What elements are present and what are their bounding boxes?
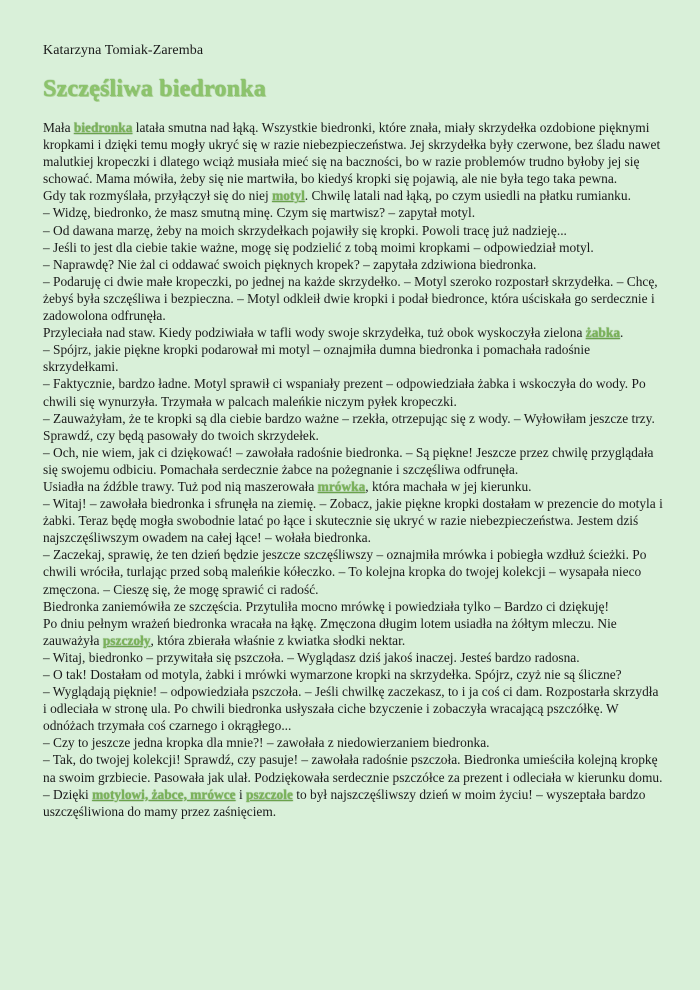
paragraph-text: Gdy tak rozmyślała, przyłączył się do niej — [43, 188, 273, 204]
story-paragraph — [43, 375, 663, 409]
paragraph-text: Mała — [43, 120, 74, 135]
story-paragraph — [43, 341, 663, 375]
highlighted-character-name: żabka — [585, 325, 621, 341]
story-paragraph — [43, 273, 663, 324]
story-paragraph — [43, 187, 663, 204]
paragraph-text: Po dniu pełnym wrażeń biedronka wracała na łąkę. Zmęczona długim lotem usiadła na żółtym mleczu. Nie zauważyła — [43, 615, 617, 648]
story-paragraph — [43, 256, 663, 273]
highlighted-character-name: pszczoły — [102, 632, 151, 648]
story-paragraph — [43, 734, 663, 751]
paragraph-text: – Czy to jeszcze jedna kropka dla mnie?! – zawołała z niedowierzaniem biedronka. — [43, 735, 490, 751]
paragraph-text: . — [620, 325, 624, 341]
paragraph-text: – Zauważyłam, że te kropki są dla ciebie bardzo ważne – rzekła, otrzepując się z wody. – Wyłowiłam jeszcze trzy. Sprawdź, czy będą pasowały do twoich skrzydełek. — [43, 410, 655, 443]
paragraph-text: , która zbierała właśnie z kwiatka słodki nektar. — [150, 632, 406, 648]
story-paragraph — [43, 324, 663, 341]
author-name: Katarzyna Tomiak-Zaremba — [43, 43, 204, 58]
paragraph-text: – Zaczekaj, sprawię, że ten dzień będzie jeszcze szczęśliwszy – oznajmiła mrówka i pobiegła wzdłuż ścieżki. Po chwili wróciła, turlając przed sobą maleńkie kółeczko. – To kolejna kropka do twojej kolekcji – wysapała nieco zmęczona. – Cieszę się, że mogę sprawić ci radość. — [43, 547, 647, 597]
story-paragraph — [43, 204, 663, 221]
paragraph-text: – Widzę, biedronko, że masz smutną minę. Czym się martwisz? – zapytał motyl. — [43, 205, 476, 221]
story-paragraph — [43, 546, 663, 597]
story-title: Szczęśliwa biedronka — [43, 76, 266, 102]
story-paragraph — [43, 444, 663, 478]
paragraph-text: – Spójrz, jakie piękne kropki podarował mi motyl – oznajmiła dumna biedronka i pomachała radośnie skrzydełkami. — [43, 342, 591, 375]
paragraph-text: Przyleciała nad staw. Kiedy podziwiała w tafli wody swoje skrzydełka, tuż obok wyskoczyła zielona — [43, 325, 586, 341]
story-paragraph — [43, 683, 663, 734]
paragraph-text: Biedronka zaniemówiła ze szczęścia. Przytuliła mocno mrówkę i powiedziała tylko – Bardzo ci dziękuję! — [43, 598, 609, 614]
story-paragraph — [43, 222, 663, 239]
paragraph-text: Usiadła na źdźble trawy. Tuż pod nią maszerowała — [43, 478, 318, 494]
highlighted-character-name: pszczole — [246, 786, 293, 802]
paragraph-text: – Naprawdę? Nie żal ci oddawać swoich pięknych kropek? – zapytała zdziwiona biedronka. — [43, 256, 537, 272]
highlighted-character-name: biedronka — [73, 120, 133, 135]
paragraph-text: – Jeśli to jest dla ciebie takie ważne, mogę się podzielić z tobą moimi kropkami – odpowiedział motyl. — [43, 239, 594, 255]
story-paragraph — [43, 786, 663, 820]
paragraph-text: – Od dawana marzę, żeby na moich skrzydełkach pojawiły się kropki. Powoli tracę już nadzieję... — [43, 222, 567, 238]
paragraph-text: – Wyglądają pięknie! – odpowiedziała pszczoła. – Jeśli chwilkę zaczekasz, to i ja coś ci dam. Rozpostarła skrzydła i odleciała w stronę ula. Po chwili biedronka usłyszała ciche bzyczenie i zobaczyła wracającą pszczółkę. W odnóżach trzymała coś czarnego i okrągłego... — [43, 684, 659, 734]
story-paragraph — [43, 751, 663, 785]
paragraph-text: – Faktycznie, bardzo ładne. Motyl sprawił ci wspaniały prezent – odpowiedziała żabka i wskoczyła do wody. Po chwili się wynurzyła. Trzymała w palcach maleńkie niczym pyłek kropeczki. — [43, 376, 646, 409]
story-paragraph — [43, 495, 663, 546]
story-paragraph — [43, 410, 663, 444]
paragraph-text: to był najszczęśliwszy dzień w moim życiu! – wyszeptała bardzo uszczęśliwiona do mamy przez zaśnięciem. — [43, 786, 646, 819]
paragraph-text: – Witaj, biedronko – przywitała się pszczoła. – Wyglądasz dziś jakoś inaczej. Jesteś bardzo radosna. — [43, 649, 580, 665]
paragraph-text: , która machała w jej kierunku. — [365, 478, 532, 494]
story-paragraph — [43, 615, 663, 649]
story-paragraph — [43, 478, 663, 495]
paragraph-text: latała smutna nad łąką. Wszystkie biedronki, które znała, miały skrzydełka ozdobione pięknymi kropkami i dzięki temu mogły ukryć się w razie niebezpieczeństwa. Jej skrzydełka były czerwone, bez śladu nawet malutkiej kropeczki i dlatego wciąż musiała mieć się na baczności, bo w razie problemów trudno byłoby jej się schować. Mama mówiła, żeby się nie martwiła, bo kiedyś kropki się pojawią, ale nie była tego taka pewna. — [43, 120, 661, 187]
paragraph-text: – Och, nie wiem, jak ci dziękować! – zawołała radośnie biedronka. – Są piękne! Jeszcze przez chwilę przyglądała się swojemu odbiciu. Pomachała serdecznie żabce na pożegnanie i szczęśliwa odfrunęła. — [43, 444, 654, 477]
highlighted-character-name: motyl — [272, 188, 305, 204]
highlighted-character-name: motylowi, żabce, mrówce — [92, 786, 236, 802]
paragraph-text: – O tak! Dostałam od motyla, żabki i mrówki wymarzone kropki na skrzydełka. Spójrz, czyż nie są śliczne? — [43, 667, 622, 682]
paragraph-text: i — [235, 786, 247, 802]
highlighted-character-name: mrówka — [317, 478, 366, 494]
paragraph-text: – Dzięki — [43, 786, 93, 802]
paragraph-text: – Tak, do twojej kolekcji! Sprawdź, czy pasuje! – zawołała radośnie pszczoła. Biedronka umieściła kolejną kropkę na swoim grzbiecie. Pasowała jak ulał. Podziękowała serdecznie pszczółce za prezent i odleciała w kierunku domu. — [43, 752, 663, 785]
story-paragraph — [43, 666, 663, 683]
paragraph-text: – Podaruję ci dwie małe kropeczki, po jednej na każde skrzydełko. – Motyl szeroko rozpostarł skrzydełka. – Chcę, żebyś była szczęśliwa i bezpieczna. – Motyl odkleił dwie kropki i podał biedronce, która uściskała go serdecznie i zadowolona odfrunęła. — [43, 273, 658, 324]
paragraph-text: – Witaj! – zawołała biedronka i sfrunęła na ziemię. – Zobacz, jakie piękne kropki dostałam w prezencie do motyla i żabki. Teraz będę mogła swobodnie latać po łące i skutecznie się ukryć w razie niebezpieczeństwa. Jestem dziś najszczęśliwszym owadem na całej łące! – wołała biedronka. — [43, 496, 663, 546]
story-paragraph — [43, 239, 663, 256]
story-body — [43, 119, 663, 820]
paragraph-text: . Chwilę latali nad łąką, po czym usiedli na płatku rumianku. — [304, 188, 631, 204]
story-paragraph — [43, 598, 663, 615]
story-paragraph — [43, 119, 663, 187]
story-paragraph — [43, 649, 663, 666]
